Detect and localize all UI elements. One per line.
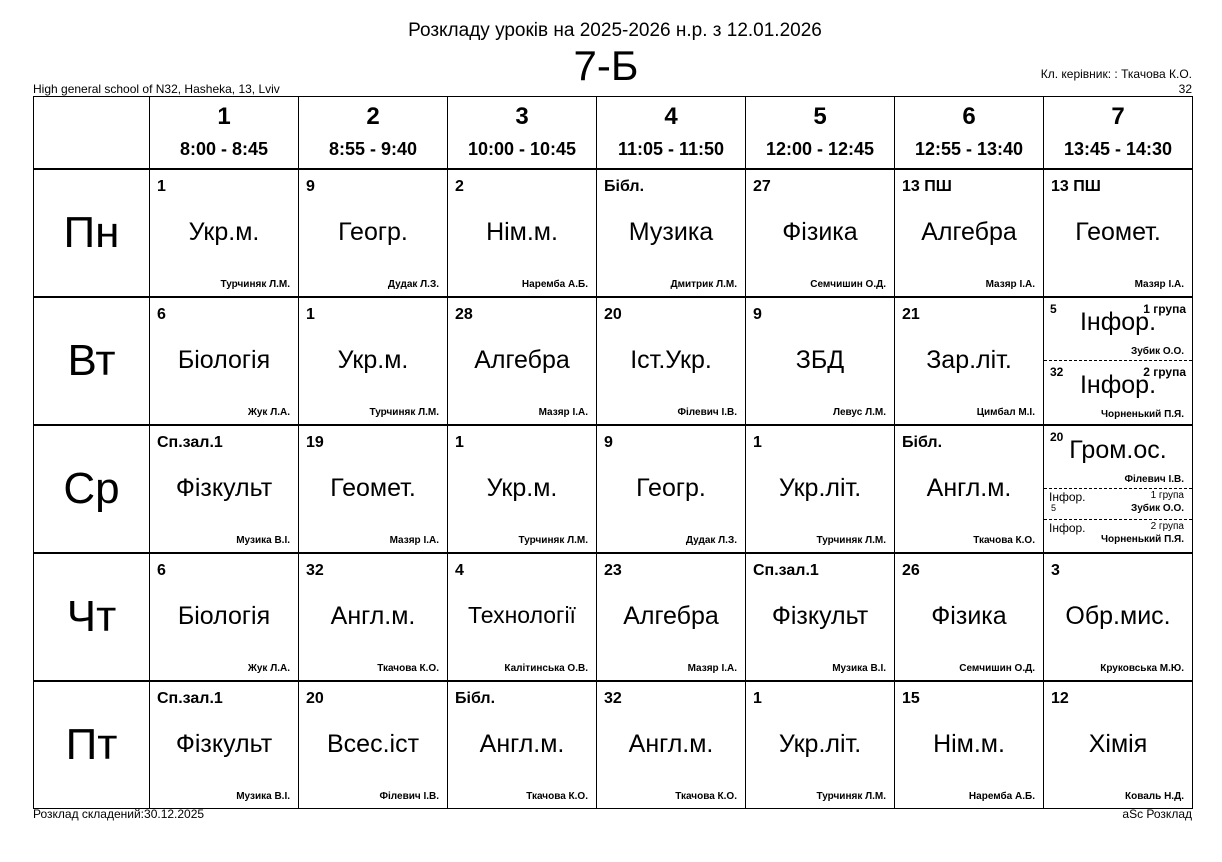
lesson-teacher: Ткачова К.О.	[526, 791, 588, 802]
lesson-room: 1	[753, 434, 762, 451]
lesson-subject: Алгебра	[623, 602, 719, 630]
lesson-cell	[448, 297, 597, 425]
lesson-teacher: Ткачова К.О.	[377, 663, 439, 674]
day-label: Вт	[34, 297, 150, 425]
period-time: 12:55 - 13:40	[914, 139, 1024, 159]
lesson-room: Бібл.	[455, 690, 496, 707]
schedule-subtitle: Розкладу уроків на 2025-2026 н.р. з 12.01.2026	[408, 20, 822, 41]
lesson-subject: Англ.м.	[926, 474, 1012, 502]
lesson-cell	[597, 681, 746, 809]
lesson-room: 20	[306, 690, 324, 707]
period-header	[895, 97, 1044, 170]
lesson-teacher: Жук Л.А.	[247, 407, 290, 418]
periods-header-row	[34, 97, 1193, 170]
period-time: 8:00 - 8:45	[179, 139, 269, 159]
lesson-cell-triple	[1044, 425, 1193, 553]
period-number: 6	[962, 103, 976, 130]
lesson-teacher: Семчишин О.Д.	[959, 663, 1035, 674]
lesson-subject: Інфор.	[1049, 521, 1086, 535]
day-row-tuesday	[34, 297, 1193, 425]
lesson-teacher: Круковська М.Ю.	[1100, 663, 1184, 674]
day-label: Ср	[34, 425, 150, 553]
period-number: 5	[813, 103, 827, 130]
period-header	[150, 97, 299, 170]
lesson-cell	[597, 425, 746, 553]
lesson-room: Сп.зал.1	[753, 562, 819, 579]
lesson-teacher: Дмитрик Л.М.	[670, 279, 737, 290]
lesson-cell	[746, 169, 895, 297]
lesson-teacher: Дудак Л.З.	[685, 535, 737, 546]
lesson-cell	[448, 681, 597, 809]
lesson-teacher: Цимбал М.І.	[976, 407, 1035, 418]
period-header	[1044, 97, 1193, 170]
lesson-teacher: Музика В.І.	[832, 663, 886, 674]
period-time: 10:00 - 10:45	[467, 139, 577, 159]
lesson-cell	[895, 169, 1044, 297]
period-header	[746, 97, 895, 170]
lesson-subject: Геогр.	[338, 218, 408, 246]
lesson-room: Бібл.	[604, 178, 645, 195]
lesson-subject: Гром.ос.	[1069, 436, 1167, 464]
lesson-teacher: Мазяр І.А.	[1134, 279, 1184, 290]
class-teacher: Кл. керівник: : Ткачова К.О.	[1040, 67, 1192, 81]
lesson-subject: Біологія	[177, 346, 271, 374]
group-1-lesson	[1044, 489, 1192, 520]
lesson-room: 5	[1051, 503, 1057, 513]
lesson-room: 32	[1050, 365, 1064, 379]
timetable	[33, 96, 1193, 809]
lesson-cell	[746, 681, 895, 809]
lesson-teacher: Турчиняк Л.М.	[816, 535, 886, 546]
lesson-subject: Фізика	[931, 602, 1007, 630]
lesson-subject: Геомет.	[1075, 218, 1161, 246]
lesson-room: 5	[1050, 302, 1057, 316]
lesson-subject: Інфор.	[1049, 490, 1086, 504]
day-label: Пн	[34, 169, 150, 297]
day-row-wednesday	[34, 425, 1193, 553]
lesson-cell	[1044, 169, 1193, 297]
lesson-teacher: Турчиняк Л.М.	[369, 407, 439, 418]
lesson-room: 32	[306, 562, 324, 579]
period-number: 2	[366, 103, 380, 130]
period-number: 1	[217, 103, 231, 130]
lesson-cell-split	[1044, 297, 1193, 425]
period-time: 12:00 - 12:45	[765, 139, 875, 159]
lesson-subject: Хімія	[1088, 730, 1148, 758]
lesson-teacher: Коваль Н.Д.	[1125, 791, 1184, 802]
lesson-teacher: Турчиняк Л.М.	[518, 535, 588, 546]
lesson-room: 3	[1051, 562, 1060, 579]
lesson-teacher: Зубик О.О.	[1130, 346, 1184, 357]
lesson-room: Бібл.	[902, 434, 943, 451]
lesson-room: 23	[604, 562, 622, 579]
lesson-subject: Біологія	[177, 602, 271, 630]
lesson-teacher: Семчишин О.Д.	[810, 279, 886, 290]
lesson-subject: Алгебра	[474, 346, 570, 374]
lesson-cell	[150, 297, 299, 425]
lesson-cell	[448, 553, 597, 681]
lesson-cell	[746, 297, 895, 425]
lesson-teacher: Музика В.І.	[236, 791, 290, 802]
lesson-room: 19	[306, 434, 324, 451]
lesson-room: 20	[1050, 430, 1064, 444]
lesson-room: 1	[753, 690, 762, 707]
period-header	[299, 97, 448, 170]
lesson-teacher: Калітинська О.В.	[504, 663, 588, 674]
lesson-cell	[150, 169, 299, 297]
class-title: 7-Б	[573, 42, 639, 89]
lesson-teacher: Мазяр І.А.	[389, 535, 439, 546]
lesson-subject: Геомет.	[330, 474, 416, 502]
lesson-teacher: Турчиняк Л.М.	[220, 279, 290, 290]
lesson-room: 1	[306, 306, 315, 323]
period-header	[597, 97, 746, 170]
lesson-room: 6	[157, 306, 166, 323]
lesson-cell	[150, 553, 299, 681]
lesson-subject: Нім.м.	[486, 218, 558, 246]
lesson-subject: Укр.літ.	[778, 730, 862, 758]
day-row-thursday	[34, 553, 1193, 681]
lesson-teacher: Жук Л.А.	[247, 663, 290, 674]
day-label: Чт	[34, 553, 150, 681]
lesson-subject: Обр.мис.	[1065, 602, 1171, 630]
lesson-cell	[1044, 681, 1193, 809]
lesson-subject: Технології	[468, 602, 576, 628]
lesson-room: 13 ПШ	[1051, 178, 1101, 195]
lesson-cell	[597, 297, 746, 425]
lesson-room: 12	[1051, 690, 1069, 707]
class-room: 32	[1178, 82, 1192, 96]
lesson-subject: Укр.м.	[486, 474, 558, 502]
generated-date: Розклад складений:30.12.2025	[33, 807, 205, 821]
lesson-room: 21	[902, 306, 920, 323]
lesson-teacher: Наремба А.Б.	[521, 279, 588, 290]
lesson-group: 1 група	[1150, 490, 1184, 501]
lesson-subject: Англ.м.	[330, 602, 416, 630]
period-header	[448, 97, 597, 170]
lesson-teacher: Філевич І.В.	[1124, 474, 1184, 485]
period-time: 13:45 - 14:30	[1063, 139, 1173, 159]
lesson-teacher: Мазяр І.А.	[538, 407, 588, 418]
lesson-room: 1	[455, 434, 464, 451]
lesson-teacher: Турчиняк Л.М.	[816, 791, 886, 802]
lesson-room: 13 ПШ	[902, 178, 952, 195]
lesson-cell	[299, 681, 448, 809]
day-label: Пт	[34, 681, 150, 809]
lesson-room: Сп.зал.1	[157, 434, 223, 451]
lesson-cell	[150, 681, 299, 809]
lesson-teacher: Ткачова К.О.	[675, 791, 737, 802]
lesson-subject: ЗБД	[795, 346, 845, 374]
lesson-subject: Інфор.	[1079, 371, 1157, 399]
lesson-teacher: Музика В.І.	[236, 535, 290, 546]
lesson-cell	[299, 297, 448, 425]
lesson-cell	[895, 553, 1044, 681]
lesson-room: 20	[604, 306, 622, 323]
lesson-cell	[299, 425, 448, 553]
lesson-cell	[150, 425, 299, 553]
day-row-monday	[34, 169, 1193, 297]
day-row-friday	[34, 681, 1193, 809]
lesson-subject: Нім.м.	[933, 730, 1005, 758]
lesson-room: 4	[455, 562, 464, 579]
corner-cell	[34, 97, 150, 170]
lesson-room: 32	[604, 690, 622, 707]
lesson-teacher: Ткачова К.О.	[973, 535, 1035, 546]
lesson-cell	[895, 297, 1044, 425]
lesson-room: 26	[902, 562, 920, 579]
lesson-cell	[895, 425, 1044, 553]
lesson-group: 2 група	[1150, 521, 1184, 532]
period-time: 8:55 - 9:40	[328, 139, 418, 159]
lesson-cell	[1044, 553, 1193, 681]
main-lesson	[1044, 426, 1192, 489]
lesson-cell	[746, 553, 895, 681]
lesson-subject: Іст.Укр.	[630, 346, 712, 374]
lesson-cell	[448, 425, 597, 553]
lesson-room: 9	[306, 178, 315, 195]
lesson-cell	[746, 425, 895, 553]
period-number: 3	[515, 103, 529, 130]
lesson-subject: Фізкульт	[175, 474, 273, 502]
period-number: 4	[664, 103, 678, 130]
period-time: 11:05 - 11:50	[617, 139, 725, 159]
lesson-subject: Всес.іст	[326, 730, 420, 758]
lesson-cell	[299, 553, 448, 681]
lesson-teacher: Мазяр І.А.	[985, 279, 1035, 290]
lesson-room: 15	[902, 690, 920, 707]
lesson-group: 2 група	[1143, 365, 1186, 379]
lesson-teacher: Дудак Л.З.	[387, 279, 439, 290]
lesson-room: 1	[157, 178, 166, 195]
lesson-subject: Англ.м.	[628, 730, 714, 758]
lesson-room: 9	[604, 434, 613, 451]
lesson-cell	[448, 169, 597, 297]
lesson-room: 27	[753, 178, 771, 195]
lesson-room: Сп.зал.1	[157, 690, 223, 707]
lesson-subject: Англ.м.	[479, 730, 565, 758]
lesson-subject: Інфор.	[1079, 308, 1157, 336]
group-2-lesson	[1044, 520, 1192, 550]
lesson-subject: Геогр.	[636, 474, 706, 502]
lesson-subject: Музика	[628, 218, 714, 246]
lesson-teacher: Філевич І.В.	[677, 407, 737, 418]
lesson-teacher: Зубик О.О.	[1130, 503, 1184, 514]
lesson-subject: Укр.літ.	[778, 474, 862, 502]
lesson-cell	[597, 169, 746, 297]
lesson-cell	[895, 681, 1044, 809]
lesson-teacher: Левус Л.М.	[832, 407, 886, 418]
lesson-room: 6	[157, 562, 166, 579]
lesson-group: 1 група	[1143, 302, 1186, 316]
period-number: 7	[1111, 103, 1125, 130]
school-name: High general school of N32, Hasheka, 13, Lviv	[33, 82, 280, 96]
lesson-subject: Алгебра	[921, 218, 1017, 246]
lesson-teacher: Чорненький П.Я.	[1100, 534, 1184, 545]
lesson-cell	[597, 553, 746, 681]
lesson-room: 28	[455, 306, 473, 323]
lesson-subject: Фізкульт	[175, 730, 273, 758]
lesson-subject: Укр.м.	[188, 218, 260, 246]
lesson-cell	[299, 169, 448, 297]
lesson-teacher: Мазяр І.А.	[687, 663, 737, 674]
lesson-room: 2	[455, 178, 464, 195]
lesson-subject: Фізика	[782, 218, 858, 246]
lesson-teacher: Філевич І.В.	[379, 791, 439, 802]
group-2-lesson	[1044, 361, 1192, 423]
lesson-room: 9	[753, 306, 762, 323]
lesson-subject: Укр.м.	[337, 346, 409, 374]
lesson-teacher: Чорненький П.Я.	[1100, 409, 1184, 420]
group-1-lesson	[1044, 298, 1192, 361]
lesson-subject: Зар.літ.	[926, 346, 1012, 374]
lesson-subject: Фізкульт	[771, 602, 869, 630]
app-name: aSc Розклад	[1122, 807, 1192, 821]
lesson-teacher: Наремба А.Б.	[968, 791, 1035, 802]
